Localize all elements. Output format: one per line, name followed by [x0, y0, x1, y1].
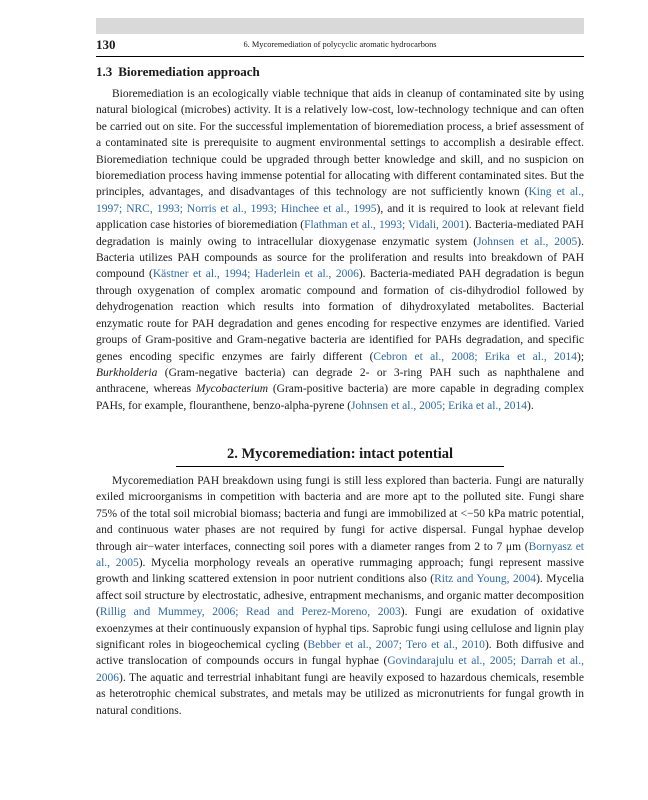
running-title: 6. Mycoremediation of polycyclic aromatic hydrocarbons	[243, 40, 437, 49]
citation-link[interactable]: Bebber et al., 2007; Tero et al., 2010	[307, 639, 485, 652]
citation-link[interactable]: Johnsen et al., 2005	[477, 235, 578, 248]
page-top-bar	[96, 18, 584, 34]
mycoremediation-paragraph: Mycoremediation PAH breakdown using fungi is still less explored than bacteria. Fungi are naturally exiled microorganisms in competition with bacteria and are more apt to the polluted site. Fungi share 75% of the total soil microbial biomass; bacteria and fungi are immobilized at <−50 kPa matric potential, and continuous water phases are not required by fungi for active dispersal. Fungal hyphae develop through air−water interfaces, connecting soil pores with a diameter ranges from 2 to 7 μm (Bornyasz et al., 2005). Mycelia morphology reveals an operative rummaging approach; fungi represent massive growth and linking scattered extension in poor nutrient conditions also (Ritz and Young, 2004). Mycelia affect soil structure by electrostatic, adhesive, entrapment mechanisms, and organic matter decomposition (Rillig and Mummey, 2006; Read and Perez-Moreno, 2003). Fungi are exudation of oxidative exoenzymes at their continuously expansion of hyphal tips. Saprobic fungi using cellulose and lignin play significant roles in biogeochemical cycling (Bebber et al., 2007; Tero et al., 2010). Both diffusive and active translocation of compounds occurs in fungal hyphae (Govindarajulu et al., 2005; Darrah et al., 2006). The aquatic and terrestrial inhabitant fungi are heavily exposed to hazardous chemicals, resemble as heterotrophic chemical substrates, and metals may be utilized as micronutrients for fungal growth in natural conditions.	[96, 475, 585, 717]
citation-link[interactable]: Ritz and Young, 2004	[434, 573, 537, 586]
section-heading-bioremediation	[96, 64, 260, 80]
citation-link[interactable]: Cebron et al., 2008; Erika et al., 2014	[373, 350, 577, 363]
citation-link[interactable]: Kästner et al., 1994; Haderlein et al., 2006	[152, 268, 359, 281]
section-number: 1.3	[96, 64, 113, 79]
citation-link[interactable]: Bornyasz et al., 2005	[96, 540, 584, 570]
page-number: 130	[96, 37, 116, 52]
italic-term: Burkholderia	[96, 366, 158, 379]
citation-link[interactable]: Rillig and Mummey, 2006; Read and Perez-Moreno, 2003	[99, 606, 401, 619]
citation-link[interactable]: Flathman et al., 1993; Vidali, 2001	[304, 219, 465, 232]
section-number: 2.	[226, 446, 238, 462]
section-title: Bioremediation approach	[118, 64, 260, 79]
section-heading-mycoremediation	[176, 446, 504, 467]
page-header	[96, 36, 584, 57]
citation-link[interactable]: King et al., 1997; NRC, 1993; Norris et al., 1993; Hinchee et al., 1995	[96, 186, 584, 215]
citation-link[interactable]: Johnsen et al., 2005; Erika et al., 2014	[351, 399, 528, 412]
citation-link[interactable]: Govindarajulu et al., 2005; Darrah et al., 2006	[96, 655, 584, 684]
bioremediation-paragraph: Bioremediation is an ecologically viable technique that aids in cleanup of contaminated site by using natural biological (microbes) activity. It is a relatively low-cost, low-technology technique and can often be carried out on site. For the successful implementation of bioremediation process, a brief assessment of a contaminated site is prerequisite to augment environmental settings to accomplish a desirable effect. Bioremediation technique could be upgraded through better knowledge and skill, and no suspicion on bioremediation process having immense potential for allocating with different contaminated sites. But the principles, advantages, and disadvantages of this technology are not sufficiently known (King et al., 1997; NRC, 1993; Norris et al., 1993; Hinchee et al., 1995), and it is required to look at relevant field application case histories of bioremediation (Flathman et al., 1993; Vidali, 2001). Bacteria-mediated PAH degradation is mainly owing to intracellular dioxygenase enzymatic system (Johnsen et al., 2005). Bacteria utilizes PAH compounds as source for the proliferation and results into breakdown of PAH compound (Kästner et al., 1994; Haderlein et al., 2006). Bacteria-mediated PAH degradation is begun through oxygenation of complex aromatic compound and formation of cis-dihydrodiol followed by dehydrogenation reaction which results into formation of dihydroxylated metabolites. Bacterial enzymatic route for PAH degradation and genes encoding for respective enzymes are identified. Varied groups of Gram-positive and Gram-negative bacteria are identified for PAHs degradation, and specific genes encoding specific enzymes are fairly different (Cebron et al., 2008; Erika et al., 2014); Burkholderia (Gram-negative bacteria) can degrade 2- or 3-ring PAH such as naphthalene and anthracene, whereas Mycobacterium (Gram-positive bacteria) are more capable in degrading complex PAHs, for example, flouranthene, benzo-alpha-pyrene (Johnsen et al., 2005; Erika et al., 2014).	[96, 88, 585, 412]
section-title: Mycoremediation: intact potential	[241, 446, 454, 462]
italic-term: Mycobacterium	[195, 383, 269, 396]
